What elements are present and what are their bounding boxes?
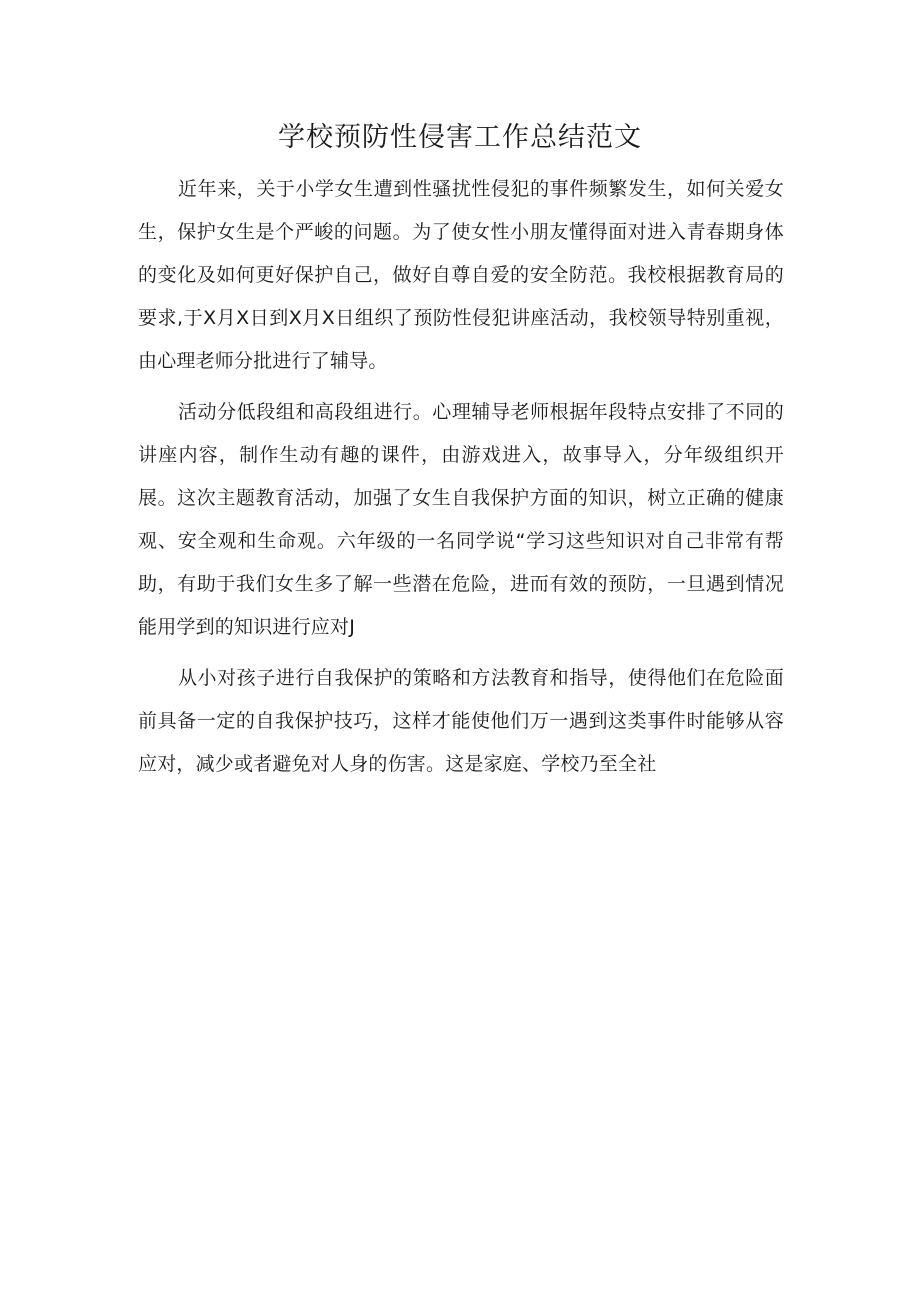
paragraph-2: 活动分低段组和高段组进行。心理辅导老师根据年段特点安排了不同的讲座内容，制作生动有趣的课件，由游戏进入，故事导入，分年级组织开展。这次主题教育活动，加强了女生自我保护方面的知识，树立正确的健康观、安全观和生命观。六年级的一名同学说“学习这些知识对自己非常有帮助，有助于我们女生多了解一些潜在危险，进而有效的预防，一旦遇到情况能用学到的知识进行应对J — [138, 401, 784, 638]
document-body — [138, 168, 784, 794]
paragraph-3: 从小对孩子进行自我保护的策略和方法教育和指导，使得他们在危险面前具备一定的自我保护技巧，这样才能使他们万一遇到这类事件时能够从容应对，减少或者避免对人身的伤害。这是家庭、学校乃至全社 — [138, 667, 784, 775]
document-title: 学校预防性侵害工作总结范文 — [278, 122, 642, 153]
paragraph-1: 近年来，关于小学女生遭到性骚扰性侵犯的事件频繁发生，如何关爱女生，保护女生是个严峻的问题。为了使女性小朋友懂得面对进入青春期身体的变化及如何更好保护自己，做好自尊自爱的安全防范。我校根据教育局的要求,于X月X日到X月X日组织了预防性侵犯讲座活动，我校领导特别重视，由心理老师分批进行了辅导。 — [138, 178, 784, 372]
